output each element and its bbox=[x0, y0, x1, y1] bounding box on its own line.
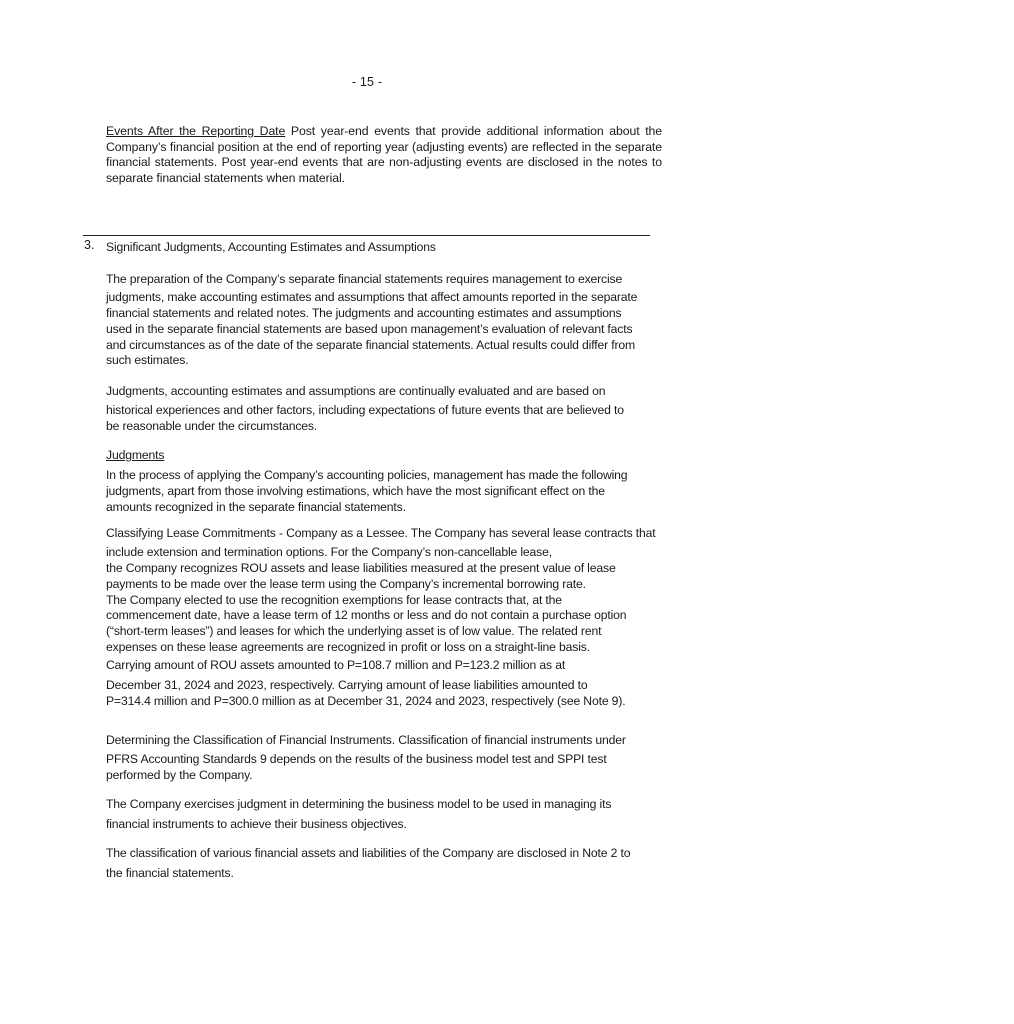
page-number: - 15 - bbox=[351, 75, 383, 89]
financial-instruments-paragraph bbox=[106, 733, 666, 783]
paragraph-line: Classifying Lease Commitments - Company as a Lessee. The Company has several lease contracts that bbox=[106, 526, 656, 540]
paragraph-line: the Company recognizes ROU assets and lease liabilities measured at the present value of lease bbox=[106, 561, 616, 576]
paragraph-line: judgments, make accounting estimates and assumptions that affect amounts reported in the separate bbox=[106, 290, 638, 305]
paragraph-line: (“short-term leases”) and leases for which the underlying asset is of low value. The related rent bbox=[106, 624, 602, 639]
paragraph-line: payments to be made over the lease term using the Company’s incremental borrowing rate. bbox=[106, 576, 586, 591]
paragraph-line: The Company exercises judgment in determining the business model to be used in managing its bbox=[106, 797, 612, 811]
paragraph-line: amounts recognized in the separate financial statements. bbox=[106, 499, 406, 514]
paragraph-line: The preparation of the Company’s separate financial statements requires management to exercise bbox=[106, 272, 623, 286]
paragraph-line: December 31, 2024 and 2023, respectively. Carrying amount of lease liabilities amounted to bbox=[106, 677, 588, 692]
paragraph-line: PFRS Accounting Standards 9 depends on the results of the business model test and SPPI test bbox=[106, 751, 607, 766]
paragraph-line: historical experiences and other factors, including expectations of future events that are believed to bbox=[106, 403, 624, 418]
paragraph-line: Judgments, accounting estimates and assumptions are continually evaluated and are based on bbox=[106, 384, 606, 398]
paragraph-line: such estimates. bbox=[106, 353, 189, 368]
paragraph-line: In the process of applying the Company’s accounting policies, management has made the following bbox=[106, 468, 628, 482]
paragraph-line: expenses on these lease agreements are recognized in profit or loss on a straight-line basis. bbox=[106, 640, 590, 655]
paragraph-line: include extension and termination options. For the Company’s non-cancellable lease, bbox=[106, 545, 552, 560]
paragraph-line: financial instruments to achieve their business objectives. bbox=[106, 817, 407, 832]
evaluation-paragraph bbox=[106, 384, 666, 435]
paragraph-line: financial statements and related notes. The judgments and accounting estimates and assumptions bbox=[106, 306, 622, 321]
note-title: Significant Judgments, Accounting Estimates and Assumptions bbox=[106, 240, 436, 254]
paragraph-line: P=314.4 million and P=300.0 million as at December 31, 2024 and 2023, respectively (see Note 9). bbox=[106, 693, 626, 708]
judgments-heading: Judgments bbox=[106, 448, 165, 462]
paragraph-line: performed by the Company. bbox=[106, 767, 253, 782]
classification-disclosure-paragraph bbox=[106, 846, 666, 882]
paragraph-line: the financial statements. bbox=[106, 866, 234, 881]
events-after-reporting-date-paragraph bbox=[106, 124, 662, 186]
carrying-amount-paragraph bbox=[106, 658, 666, 709]
paragraph-line: The Company elected to use the recognition exemptions for lease contracts that, at the bbox=[106, 592, 562, 607]
note-number: 3. bbox=[84, 238, 95, 252]
events-text: Post year-end events that provide additional information about the Company’s financial position at the end of reporting year (adjusting events) are reflected in the separate financial statements. Post year-end events that are non-adjusting events are disclosed in the notes to separate financial statements when material. bbox=[106, 124, 663, 185]
judgments-intro-paragraph bbox=[106, 468, 666, 515]
paragraph-line: judgments, apart from those involving estimations, which have the most significant effect on the bbox=[106, 483, 605, 498]
paragraph-line: Carrying amount of ROU assets amounted to P=108.7 million and P=123.2 million as at bbox=[106, 658, 566, 672]
paragraph-line: used in the separate financial statements are based upon management’s evaluation of relevant facts bbox=[106, 321, 633, 336]
paragraph-line: Determining the Classification of Financial Instruments. Classification of financial instruments under bbox=[106, 733, 626, 747]
lease-commitments-paragraph bbox=[106, 526, 666, 656]
events-heading: Events After the Reporting Date bbox=[106, 124, 286, 138]
paragraph-line: commencement date, have a lease term of 12 months or less and do not contain a purchase option bbox=[106, 608, 627, 623]
paragraph-line: The classification of various financial assets and liabilities of the Company are disclosed in Note 2 to bbox=[106, 846, 631, 860]
business-model-paragraph bbox=[106, 797, 666, 833]
paragraph-line: and circumstances as of the date of the separate financial statements. Actual results could differ from bbox=[106, 337, 635, 352]
paragraph-line: be reasonable under the circumstances. bbox=[106, 419, 318, 434]
section-divider bbox=[83, 235, 650, 236]
preparation-paragraph bbox=[106, 272, 666, 369]
